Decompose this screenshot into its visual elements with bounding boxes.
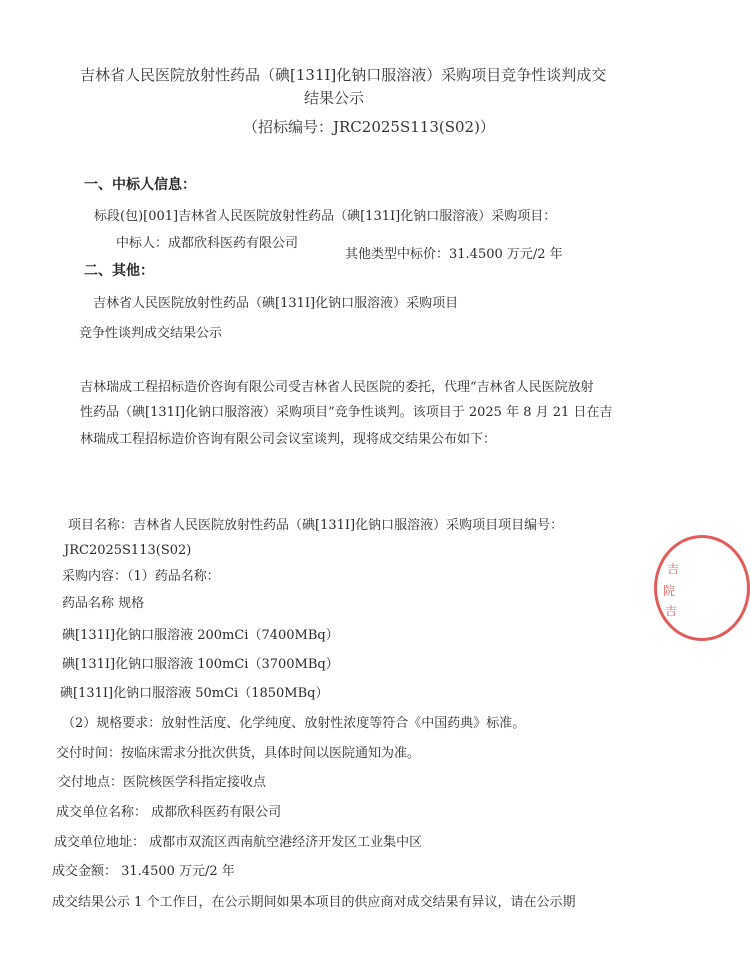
spec-item-100mci: 碘[131I]化钠口服溶液 100mCi（3700MBq） [62, 657, 339, 672]
winner-name: 中标人：成都欣科医药有限公司 [116, 236, 299, 251]
delivery-time: 交付时间：按临床需求分批次供货，具体时间以医院通知为准。 [56, 746, 421, 761]
seal-char-3: 吉 [665, 604, 678, 618]
section2-subtitle2: 竞争性谈判成交结果公示 [79, 326, 223, 341]
project-name: 项目名称：吉林省人民医院放射性药品（碘[131I]化钠口服溶液）采购项目项目编号： [68, 518, 564, 533]
red-seal-stamp [654, 535, 750, 641]
section1-heading: 一、中标人信息： [84, 177, 196, 193]
tender-number: （招标编号：JRC2025S113(S02)） [243, 118, 495, 136]
section2-subtitle1: 吉林省人民医院放射性药品（碘[131I]化钠口服溶液）采购项目 [93, 296, 459, 311]
spec-item-200mci: 碘[131I]化钠口服溶液 200mCi（7400MBq） [62, 628, 339, 643]
spec-requirement: （2）规格要求：放射性活度、化学纯度、放射性浓度等符合《中国药典》标准。 [62, 716, 526, 731]
delivery-place: 交付地点：医院核医学科指定接收点 [58, 775, 267, 790]
purchase-content: 采购内容：（1）药品名称： [62, 569, 220, 584]
intro-line3: 林瑞成工程招标造价咨询有限公司会议室谈判，现将成交结果公布如下： [80, 432, 497, 447]
doc-title-line2: 结果公示 [304, 89, 365, 107]
deal-unit-name: 成交单位名称： 成都欣科医药有限公司 [56, 805, 282, 820]
winning-price: 其他类型中标价：31.4500 万元/2 年 [345, 247, 563, 262]
spec-item-50mci: 碘[131I]化钠口服溶液 50mCi（1850MBq） [60, 686, 329, 701]
project-number: JRC2025S113(S02) [64, 543, 192, 558]
section2-heading: 二、其他： [84, 263, 154, 279]
spec-header: 药品名称 规格 [62, 596, 145, 611]
intro-line1: 吉林瑞成工程招标造价咨询有限公司受吉林省人民医院的委托，代理“吉林省人民医院放射 [80, 380, 594, 395]
intro-line2: 性药品（碘[131I]化钠口服溶液）采购项目”竞争性谈判。该项目于 2025 年 8 月 21 日在吉 [80, 405, 613, 420]
notice-line: 成交结果公示 1 个工作日，在公示期间如果本项目的供应商对成交结果有异议，请在公示期 [52, 895, 576, 910]
seal-char-1: 吉 [667, 562, 680, 576]
deal-amount: 成交金额： 31.4500 万元/2 年 [52, 864, 235, 879]
seal-char-2: 院 [663, 584, 676, 598]
lot-info: 标段(包)[001]吉林省人民医院放射性药品（碘[131I]化钠口服溶液）采购项目： [94, 209, 557, 224]
deal-unit-address: 成交单位地址： 成都市双流区西南航空港经济开发区工业集中区 [54, 835, 423, 850]
doc-title-line1: 吉林省人民医院放射性药品（碘[131I]化钠口服溶液）采购项目竞争性谈判成交 [80, 66, 607, 84]
